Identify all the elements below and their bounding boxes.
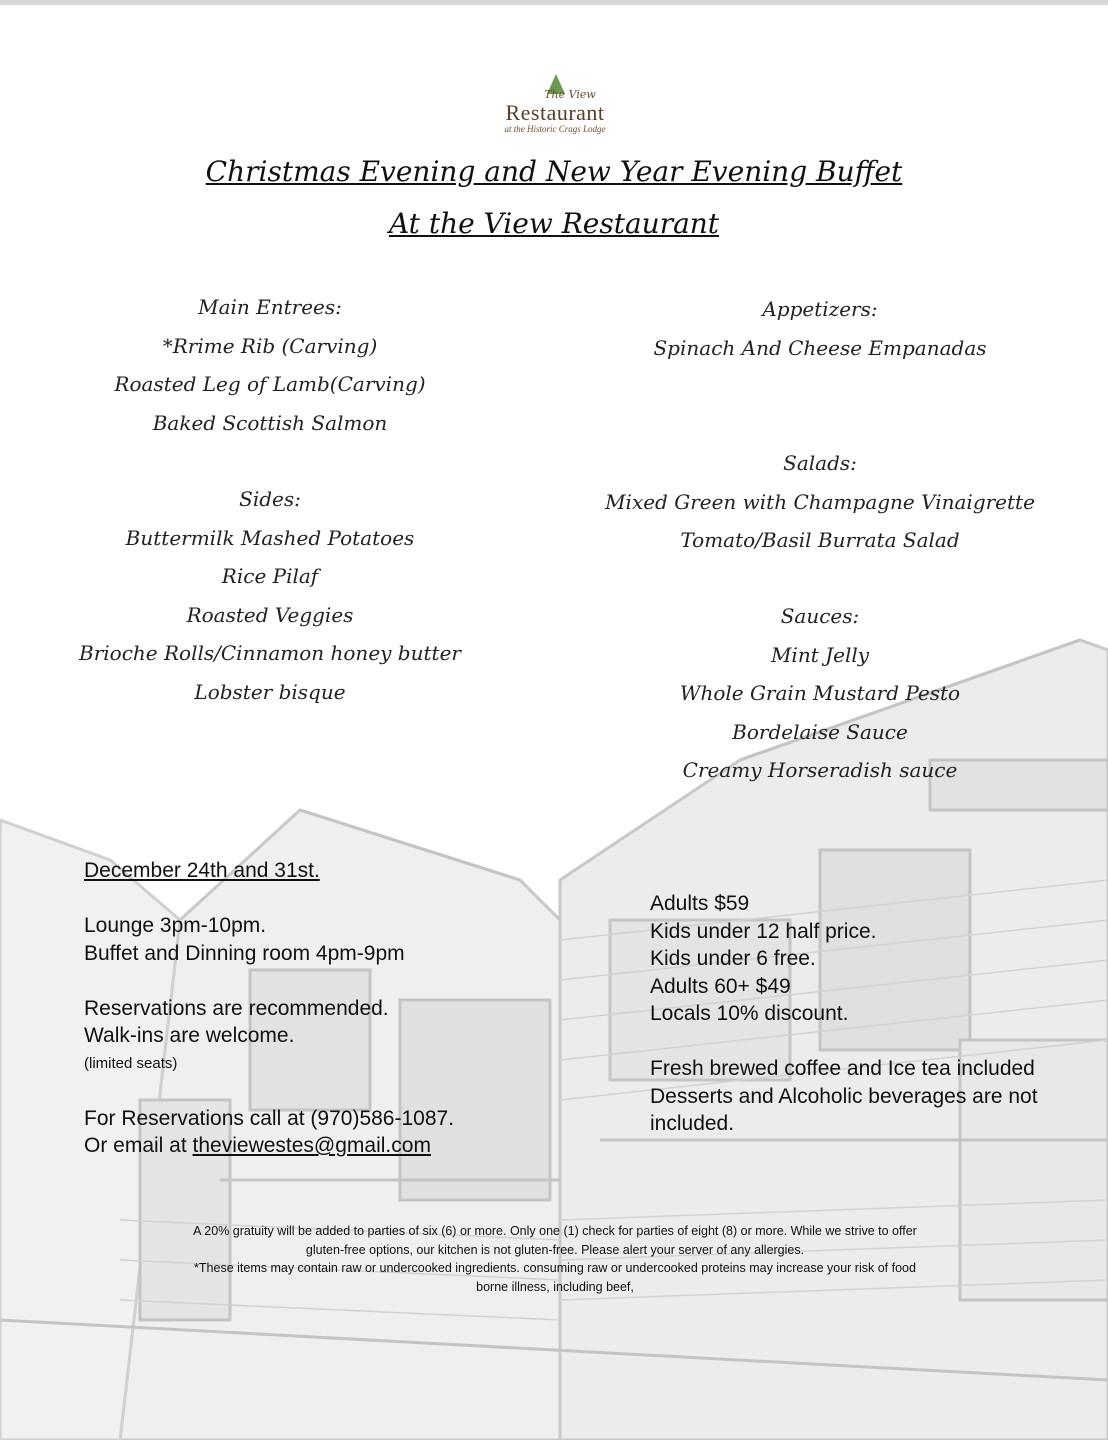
salads-heading: Salads: xyxy=(783,451,857,475)
restaurant-logo xyxy=(470,72,640,142)
pricing-section xyxy=(650,890,1038,1138)
price-line: Adults 60+ $49 xyxy=(650,974,791,998)
logo-tagline: at the Historic Crags Lodge xyxy=(504,124,606,134)
walkins-note: Walk-ins are welcome. xyxy=(84,1024,295,1047)
top-border xyxy=(0,0,1108,5)
appetizers-section xyxy=(600,290,1040,367)
footer-disclaimer xyxy=(125,1222,985,1296)
salads-section xyxy=(600,444,1040,560)
menu-item: Rice Pilaf xyxy=(221,564,319,588)
page-title-line1: Christmas Evening and New Year Evening Buffet xyxy=(205,155,903,188)
menu-item: Mixed Green with Champagne Vinaigrette xyxy=(605,489,1035,514)
menu-item: Spinach And Cheese Empanadas xyxy=(653,335,987,360)
reservation-email-line xyxy=(84,1132,454,1160)
menu-item: Tomato/Basil Burrata Salad xyxy=(680,528,960,552)
menu-item: Bordelaise Sauce xyxy=(732,719,908,744)
main-entrees-section xyxy=(60,288,480,442)
menu-item: Baked Scottish Salmon xyxy=(152,410,388,435)
footer-line: gluten-free options, our kitchen is not gluten-free. Please alert your server of any allergies. xyxy=(305,1242,805,1257)
lounge-hours: Lounge 3pm-10pm. xyxy=(84,914,267,937)
menu-item: *Rrime Rib (Carving) xyxy=(162,333,378,358)
menu-item: Lobster bisque xyxy=(194,679,346,704)
page-title-line2: At the View Restaurant xyxy=(388,207,720,240)
sauces-heading: Sauces: xyxy=(780,604,860,628)
price-line: Kids under 12 half price. xyxy=(650,919,877,943)
menu-item: Roasted Veggies xyxy=(186,602,354,627)
sauces-section xyxy=(600,597,1040,790)
menu-item: Brioche Rolls/Cinnamon honey butter xyxy=(79,641,461,665)
email-prefix: Or email at xyxy=(84,1134,193,1157)
sides-section xyxy=(60,480,480,711)
limited-seats-note: (limited seats) xyxy=(84,1054,178,1072)
sides-heading: Sides: xyxy=(239,487,301,511)
reservations-note: Reservations are recommended. xyxy=(84,996,389,1020)
buffet-hours: Buffet and Dinning room 4pm-9pm xyxy=(84,941,405,965)
menu-item: Creamy Horseradish sauce xyxy=(682,758,958,782)
menu-item: Whole Grain Mustard Pesto xyxy=(679,681,961,705)
reservation-phone: For Reservations call at (970)586-1087. xyxy=(84,1106,455,1130)
included-note: Fresh brewed coffee and Ice tea included xyxy=(650,1057,1035,1080)
not-included-note: Desserts and Alcoholic beverages are not xyxy=(650,1084,1038,1108)
logo-script: The View xyxy=(544,88,596,101)
footer-line: *These items may contain raw or undercooked ingredients. consuming raw or undercooked proteins may increase your risk of food xyxy=(194,1261,916,1275)
footer-line: A 20% gratuity will be added to parties of six (6) or more. Only one (1) check for parties of eight (8) or more. While we strive to offer xyxy=(193,1224,917,1238)
menu-item: Mint Jelly xyxy=(770,642,870,667)
logo-name: Restaurant xyxy=(505,100,605,125)
not-included-note-cont: included. xyxy=(650,1112,735,1135)
event-dates: December 24th and 31st. xyxy=(84,859,320,882)
footer-line: borne illness, including beef, xyxy=(476,1279,634,1294)
menu-item: Roasted Leg of Lamb(Carving) xyxy=(114,372,426,396)
main-entrees-heading: Main Entrees: xyxy=(198,295,342,319)
email-link[interactable]: theviewestes@gmail.com xyxy=(192,1134,431,1157)
appetizers-heading: Appetizers: xyxy=(762,297,878,321)
price-line: Adults $59 xyxy=(650,892,750,915)
price-line: Locals 10% discount. xyxy=(650,1002,849,1025)
price-line: Kids under 6 free. xyxy=(650,947,816,970)
menu-item: Buttermilk Mashed Potatoes xyxy=(125,525,415,550)
schedule-section xyxy=(84,857,454,1160)
